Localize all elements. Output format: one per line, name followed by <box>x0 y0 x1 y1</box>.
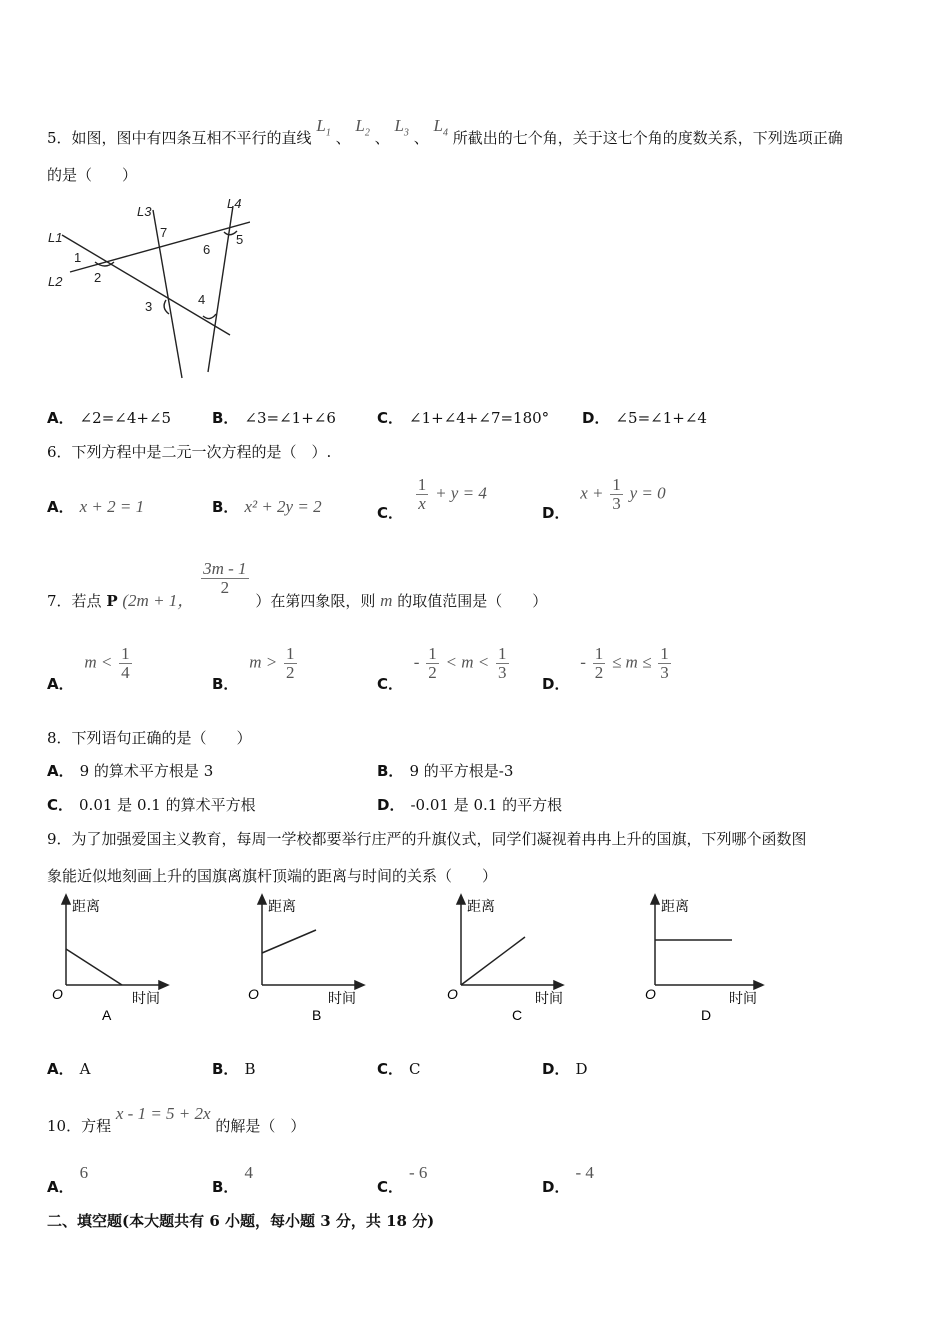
q6-d-fraction: $\frac{1}{3}$ <box>612 475 621 513</box>
angle-arc-4 <box>203 314 216 319</box>
q8-stem: 8．下列语句正确的是（ ） <box>47 729 252 747</box>
q5-option-a[interactable]: A． ∠2=∠4+∠5 <box>47 409 172 427</box>
q10-option-c[interactable]: C．- 6 <box>377 1163 428 1196</box>
fig-angle-4: 4 <box>198 292 206 307</box>
q10-equation: x - 1 = 5 + 2x <box>115 1104 211 1123</box>
q6-option-a[interactable]: A． x + 2 = 1 <box>47 497 145 516</box>
q9-graph-b <box>240 893 370 1028</box>
graph-c-line <box>461 937 525 985</box>
q6-option-d[interactable]: D． x + $\frac{1}{3}$ y = 0 <box>542 475 666 523</box>
fig-label-l2: L2 <box>48 274 63 289</box>
line-label-l4: $L_4$ <box>433 116 448 139</box>
q7-option-a[interactable]: A． m < $\frac{1}{4}$ <box>47 644 130 694</box>
svg-text:距离: 距离 <box>467 898 495 914</box>
svg-text:距离: 距离 <box>268 898 296 914</box>
line-label-l3: $L_3$ <box>394 116 409 139</box>
q8-option-d[interactable]: D． -0.01 是 0.1 的平方根 <box>377 796 563 814</box>
q6-stem: 6．下列方程中是二元一次方程的是（ ）. <box>47 443 332 461</box>
svg-text:B: B <box>312 1007 322 1023</box>
svg-text:时间: 时间 <box>132 990 160 1006</box>
q7-option-b[interactable]: B． m > $\frac{1}{2}$ <box>212 644 295 694</box>
q9-option-c[interactable]: C． C <box>377 1060 421 1078</box>
fig-label-l3: L3 <box>137 204 152 219</box>
q6-option-b[interactable]: B． x² + 2y = 2 <box>212 497 322 516</box>
q9-stem-line2: 象能近似地刻画上升的国旗离旗杆顶端的距离与时间的关系（ ） <box>47 867 498 885</box>
fig-angle-7: 7 <box>160 225 168 240</box>
q5-figure <box>40 190 250 385</box>
section-2-title: 二、填空题(本大题共有 6 小题，每小题 3 分，共 18 分) <box>47 1212 435 1230</box>
q5-option-d[interactable]: D． ∠5=∠1+∠4 <box>582 409 707 427</box>
fig-angle-6: 6 <box>203 242 211 257</box>
q5-option-c[interactable]: C． ∠1+∠4+∠7=180° <box>377 409 550 427</box>
svg-text:O: O <box>52 986 63 1002</box>
q5-option-b[interactable]: B． ∠3=∠1+∠6 <box>212 409 336 427</box>
q9-option-d[interactable]: D． D <box>542 1060 588 1078</box>
q8-option-a[interactable]: A． 9 的算术平方根是 3 <box>47 762 214 780</box>
svg-text:C: C <box>512 1007 523 1023</box>
q10-option-d[interactable]: D．- 4 <box>542 1163 594 1196</box>
svg-text:A: A <box>102 1007 112 1023</box>
svg-text:时间: 时间 <box>535 990 563 1006</box>
fig-angle-1: 1 <box>74 250 82 265</box>
svg-text:O: O <box>447 986 458 1002</box>
svg-text:距离: 距离 <box>661 898 689 914</box>
svg-text:O: O <box>645 986 656 1002</box>
q5-stem-line2: 的是（ ） <box>47 166 138 184</box>
svg-text:距离: 距离 <box>72 898 100 914</box>
svg-text:时间: 时间 <box>729 990 757 1006</box>
fig-angle-2: 2 <box>94 270 102 285</box>
svg-text:O: O <box>248 986 259 1002</box>
q5-stem-line1: 5．如图，图中有四条互相不平行的直线 $L_1$ 、 $L_2$ 、 $L_3$ 、 $L_4$ 所截出的七个角，关于这七个角的度数关系，下列选项正确 <box>47 116 843 147</box>
line-l3 <box>153 210 182 378</box>
q9-graph-a <box>44 893 174 1028</box>
graph-b-line <box>262 930 316 953</box>
svg-text:D: D <box>701 1007 712 1023</box>
svg-text:时间: 时间 <box>328 990 356 1006</box>
fig-label-l4: L4 <box>227 196 242 211</box>
q9-graph-c <box>439 893 569 1028</box>
q10-stem: 10．方程 x - 1 = 5 + 2x 的解是（ ） <box>47 1104 306 1135</box>
q6-c-fraction: $\frac{1}{x}$ <box>417 475 427 513</box>
q7-option-c[interactable]: C． - $\frac{1}{2}$ < m < $\frac{1}{3}$ <box>377 644 507 694</box>
fig-label-l1: L1 <box>48 230 63 245</box>
line-label-l1: $L_1$ <box>316 116 331 139</box>
q8-option-c[interactable]: C． 0.01 是 0.1 的算术平方根 <box>47 796 256 814</box>
line-label-l2: $L_2$ <box>355 116 370 139</box>
q9-stem-line1: 9．为了加强爱国主义教育，每周一学校都要举行庄严的升旗仪式，同学们凝视着冉冉上升的国旗，下列哪个函数图 <box>47 830 807 848</box>
fig-angle-3: 3 <box>145 299 153 314</box>
q10-option-b[interactable]: B．4 <box>212 1163 253 1196</box>
q6-option-c[interactable]: C． $\frac{1}{x}$ + y = 4 <box>377 475 487 523</box>
q10-option-a[interactable]: A．6 <box>47 1163 89 1196</box>
fig-angle-5: 5 <box>236 232 244 247</box>
y-arrow <box>62 895 70 904</box>
q9-option-a[interactable]: A． A <box>47 1060 91 1078</box>
q7-option-d[interactable]: D． - $\frac{1}{2}$ ≤ m ≤ $\frac{1}{3}$ <box>542 644 669 694</box>
x-arrow <box>159 981 168 989</box>
q7-frac: $\frac{3m - 1}{2}$ <box>203 559 247 597</box>
q7-stem: 7．若点 P (2m + 1， $\frac{3m - 1}{2}$ ）在第四象限，则 m 的取值范围是（ ） <box>47 559 548 611</box>
q8-option-b[interactable]: B． 9 的平方根是-3 <box>377 762 514 780</box>
q9-option-b[interactable]: B． B <box>212 1060 256 1078</box>
q9-graph-d <box>633 893 768 1028</box>
graph-a-line <box>66 949 122 985</box>
